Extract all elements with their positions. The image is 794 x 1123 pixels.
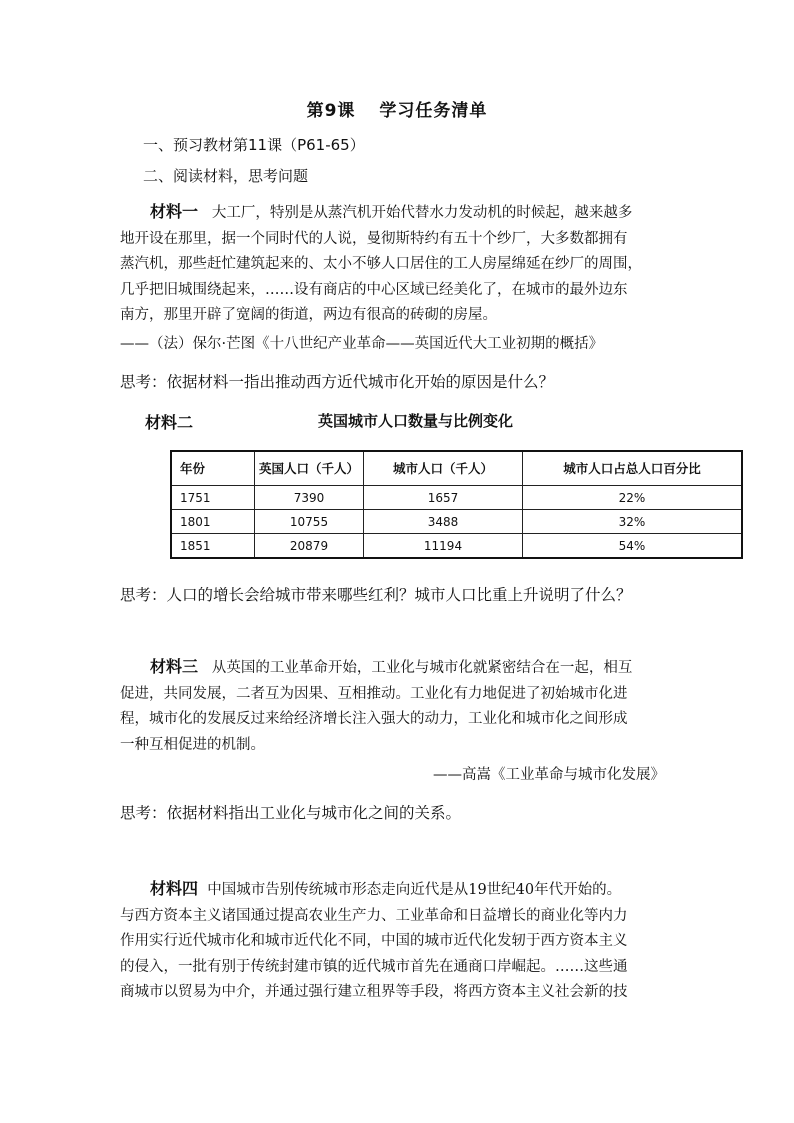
question-1: 思考：依据材料一指出推动西方近代城市化开始的原因是什么？ [120, 373, 555, 391]
material-3-line: 材料三 从英国的工业革命开始，工业化与城市化就紧密结合在一起，相互 [150, 657, 633, 676]
material-1-line: 几乎把旧城围绕起来，……设有商店的中心区域已经美化了，在城市的最外边东 [120, 281, 628, 298]
page-title [0, 96, 794, 121]
material-1-line: 蒸汽机，那些赶忙建筑起来的、太小不够人口居住的工人房屋绵延在纱厂的周围， [120, 256, 642, 272]
table-cell: 1851 [171, 534, 255, 559]
material-3-line: 程，城市化的发展反过来给经济增长注入强大的动力，工业化和城市化之间形成 [120, 711, 628, 727]
material-1-line: 材料一 大工厂，特别是从蒸汽机开始代替水力发动机的时候起，越来越多 [150, 202, 633, 221]
material-3-line: 一种互相促进的机制。 [120, 736, 265, 753]
table-title: 英国城市人口数量与比例变化 [318, 412, 514, 430]
population-table [170, 450, 743, 559]
table-cell: 3488 [364, 510, 523, 534]
material-4-line: 材料四 中国城市告别传统城市形态走向近代是从19世纪40年代开始的。 [150, 879, 622, 898]
material-3-label: 材料三 [150, 657, 199, 676]
material-4-line: 商城市以贸易为中介，并通过强行建立租界等手段，将西方资本主义社会新的技 [120, 984, 628, 1000]
material-4-line: 作用实行近代城市化和城市近代化不同，中国的城市近代化发轫于西方资本主义 [120, 933, 628, 949]
table-cell: 54% [523, 534, 743, 559]
question-2: 思考：人口的增长会给城市带来哪些红利？城市人口比重上升说明了什么？ [120, 586, 632, 604]
material-1-label: 材料一 [150, 202, 199, 221]
material-3-line: 促进，共同发展，二者互为因果、互相推动。工业化有力地促进了初始城市化进 [120, 685, 628, 702]
material-1-line: 南方，那里开辟了宽阔的街道，两边有很高的砖砌的房屋。 [120, 307, 497, 323]
table-cell: 11194 [364, 534, 523, 559]
step-preview: 一、预习教材第11课（P61-65） [143, 136, 365, 154]
material-4 [120, 876, 680, 1006]
table-cell: 7390 [255, 486, 364, 510]
material-4-label: 材料四 [150, 879, 199, 898]
material-2-label: 材料二 [145, 413, 194, 432]
table-header-row [171, 451, 742, 486]
lesson-title: 学习任务清单 [379, 101, 488, 121]
column-header: 英国人口（千人） [255, 451, 364, 486]
material-3 [120, 654, 680, 758]
column-header: 年份 [171, 451, 255, 486]
question-3: 思考：依据材料指出工业化与城市化之间的关系。 [120, 804, 462, 822]
table-cell: 1801 [171, 510, 255, 534]
material-3-source: ——高嵩《工业革命与城市化发展》 [433, 767, 665, 783]
material-1-source: ——（法）保尔·芒图《十八世纪产业革命——英国近代大工业初期的概括》 [120, 336, 604, 352]
step-read: 二、阅读材料，思考问题 [143, 167, 309, 185]
material-4-line: 的侵入，一批有别于传统封建市镇的近代城市首先在通商口岸崛起。……这些通 [120, 958, 628, 975]
material-1 [120, 199, 680, 329]
lesson-number: 第9课 [306, 101, 356, 121]
column-header: 城市人口（千人） [364, 451, 523, 486]
table-cell: 1751 [171, 486, 255, 510]
table-cell: 10755 [255, 510, 364, 534]
material-4-line: 与西方资本主义诸国通过提高农业生产力、工业革命和日益增长的商业化等内力 [120, 907, 628, 924]
table-row [171, 534, 742, 559]
table-cell: 22% [523, 486, 743, 510]
table-cell: 20879 [255, 534, 364, 559]
table-cell: 32% [523, 510, 743, 534]
table-row [171, 510, 742, 534]
column-header: 城市人口占总人口百分比 [523, 451, 743, 486]
table-cell: 1657 [364, 486, 523, 510]
material-1-line: 地开设在那里，据一个同时代的人说，曼彻斯特约有五十个纱厂，大多数都拥有 [120, 230, 628, 247]
table-row [171, 486, 742, 510]
